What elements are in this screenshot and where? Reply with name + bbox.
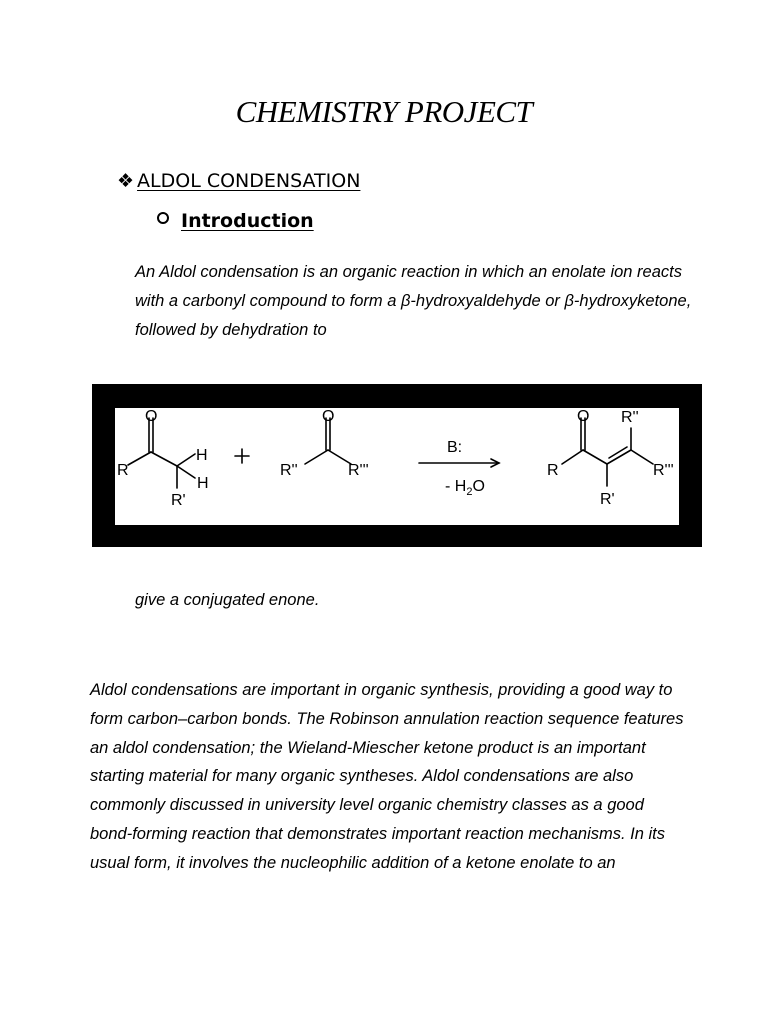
r2-oxygen-label: O: [322, 408, 335, 425]
r1-h1-label: H: [196, 447, 208, 464]
byproduct-prefix: - H: [445, 478, 467, 495]
intro-paragraph: An Aldol condensation is an organic reaction in which an enolate ion reacts with a carbonyl compound to form a β-hydroxyaldehyde or β-hydroxyketone, followed by dehydration to: [135, 263, 692, 339]
section-heading-text: ALDOL CONDENSATION: [137, 170, 361, 192]
p-rprime-label: R': [600, 491, 615, 508]
byproduct-suffix: O: [472, 478, 485, 495]
reagent-label: B:: [447, 439, 463, 456]
reaction-figure: [92, 384, 702, 547]
r1-oxygen-label: O: [145, 408, 158, 425]
r1-h2-label: H: [197, 475, 209, 492]
page-title: CHEMISTRY PROJECT: [235, 94, 533, 129]
r2-rtriple-label: R''': [348, 462, 369, 479]
p-oxygen-label: O: [577, 408, 590, 425]
p-rtriple-label: R''': [653, 462, 674, 479]
subsection-heading-text: Introduction: [181, 210, 314, 232]
intro-continuation: give a conjugated enone.: [135, 591, 320, 609]
p-rdouble-label: R'': [621, 409, 639, 426]
section-heading: [117, 170, 360, 192]
subsection-heading: [157, 210, 314, 232]
r2-rdouble-label: R'': [280, 462, 298, 479]
diamond-bullet-icon: ❖: [117, 170, 135, 192]
circle-bullet-icon: [157, 212, 169, 224]
body-paragraph: Aldol condensations are important in organic synthesis, providing a good way to form carbon–carbon bonds. The Robinson annulation reaction sequence features an aldol condensation; the Wieland-Miescher ketone product is an important starting material for many organic syntheses. Aldol condensations are also commonly discussed in university level organic chemistry classes as a good bond-forming reaction that demonstrates important reaction mechanisms. In its usual form, it involves the nucleophilic addition of a ketone enolate to an: [90, 681, 684, 872]
r1-r-label: R: [117, 462, 129, 479]
figure-background: [115, 408, 679, 525]
byproduct-subscript: 2: [466, 486, 473, 498]
p-r-label: R: [547, 462, 559, 479]
aldol-reaction-scheme: [115, 408, 679, 525]
r1-rprime-label: R': [171, 492, 186, 509]
